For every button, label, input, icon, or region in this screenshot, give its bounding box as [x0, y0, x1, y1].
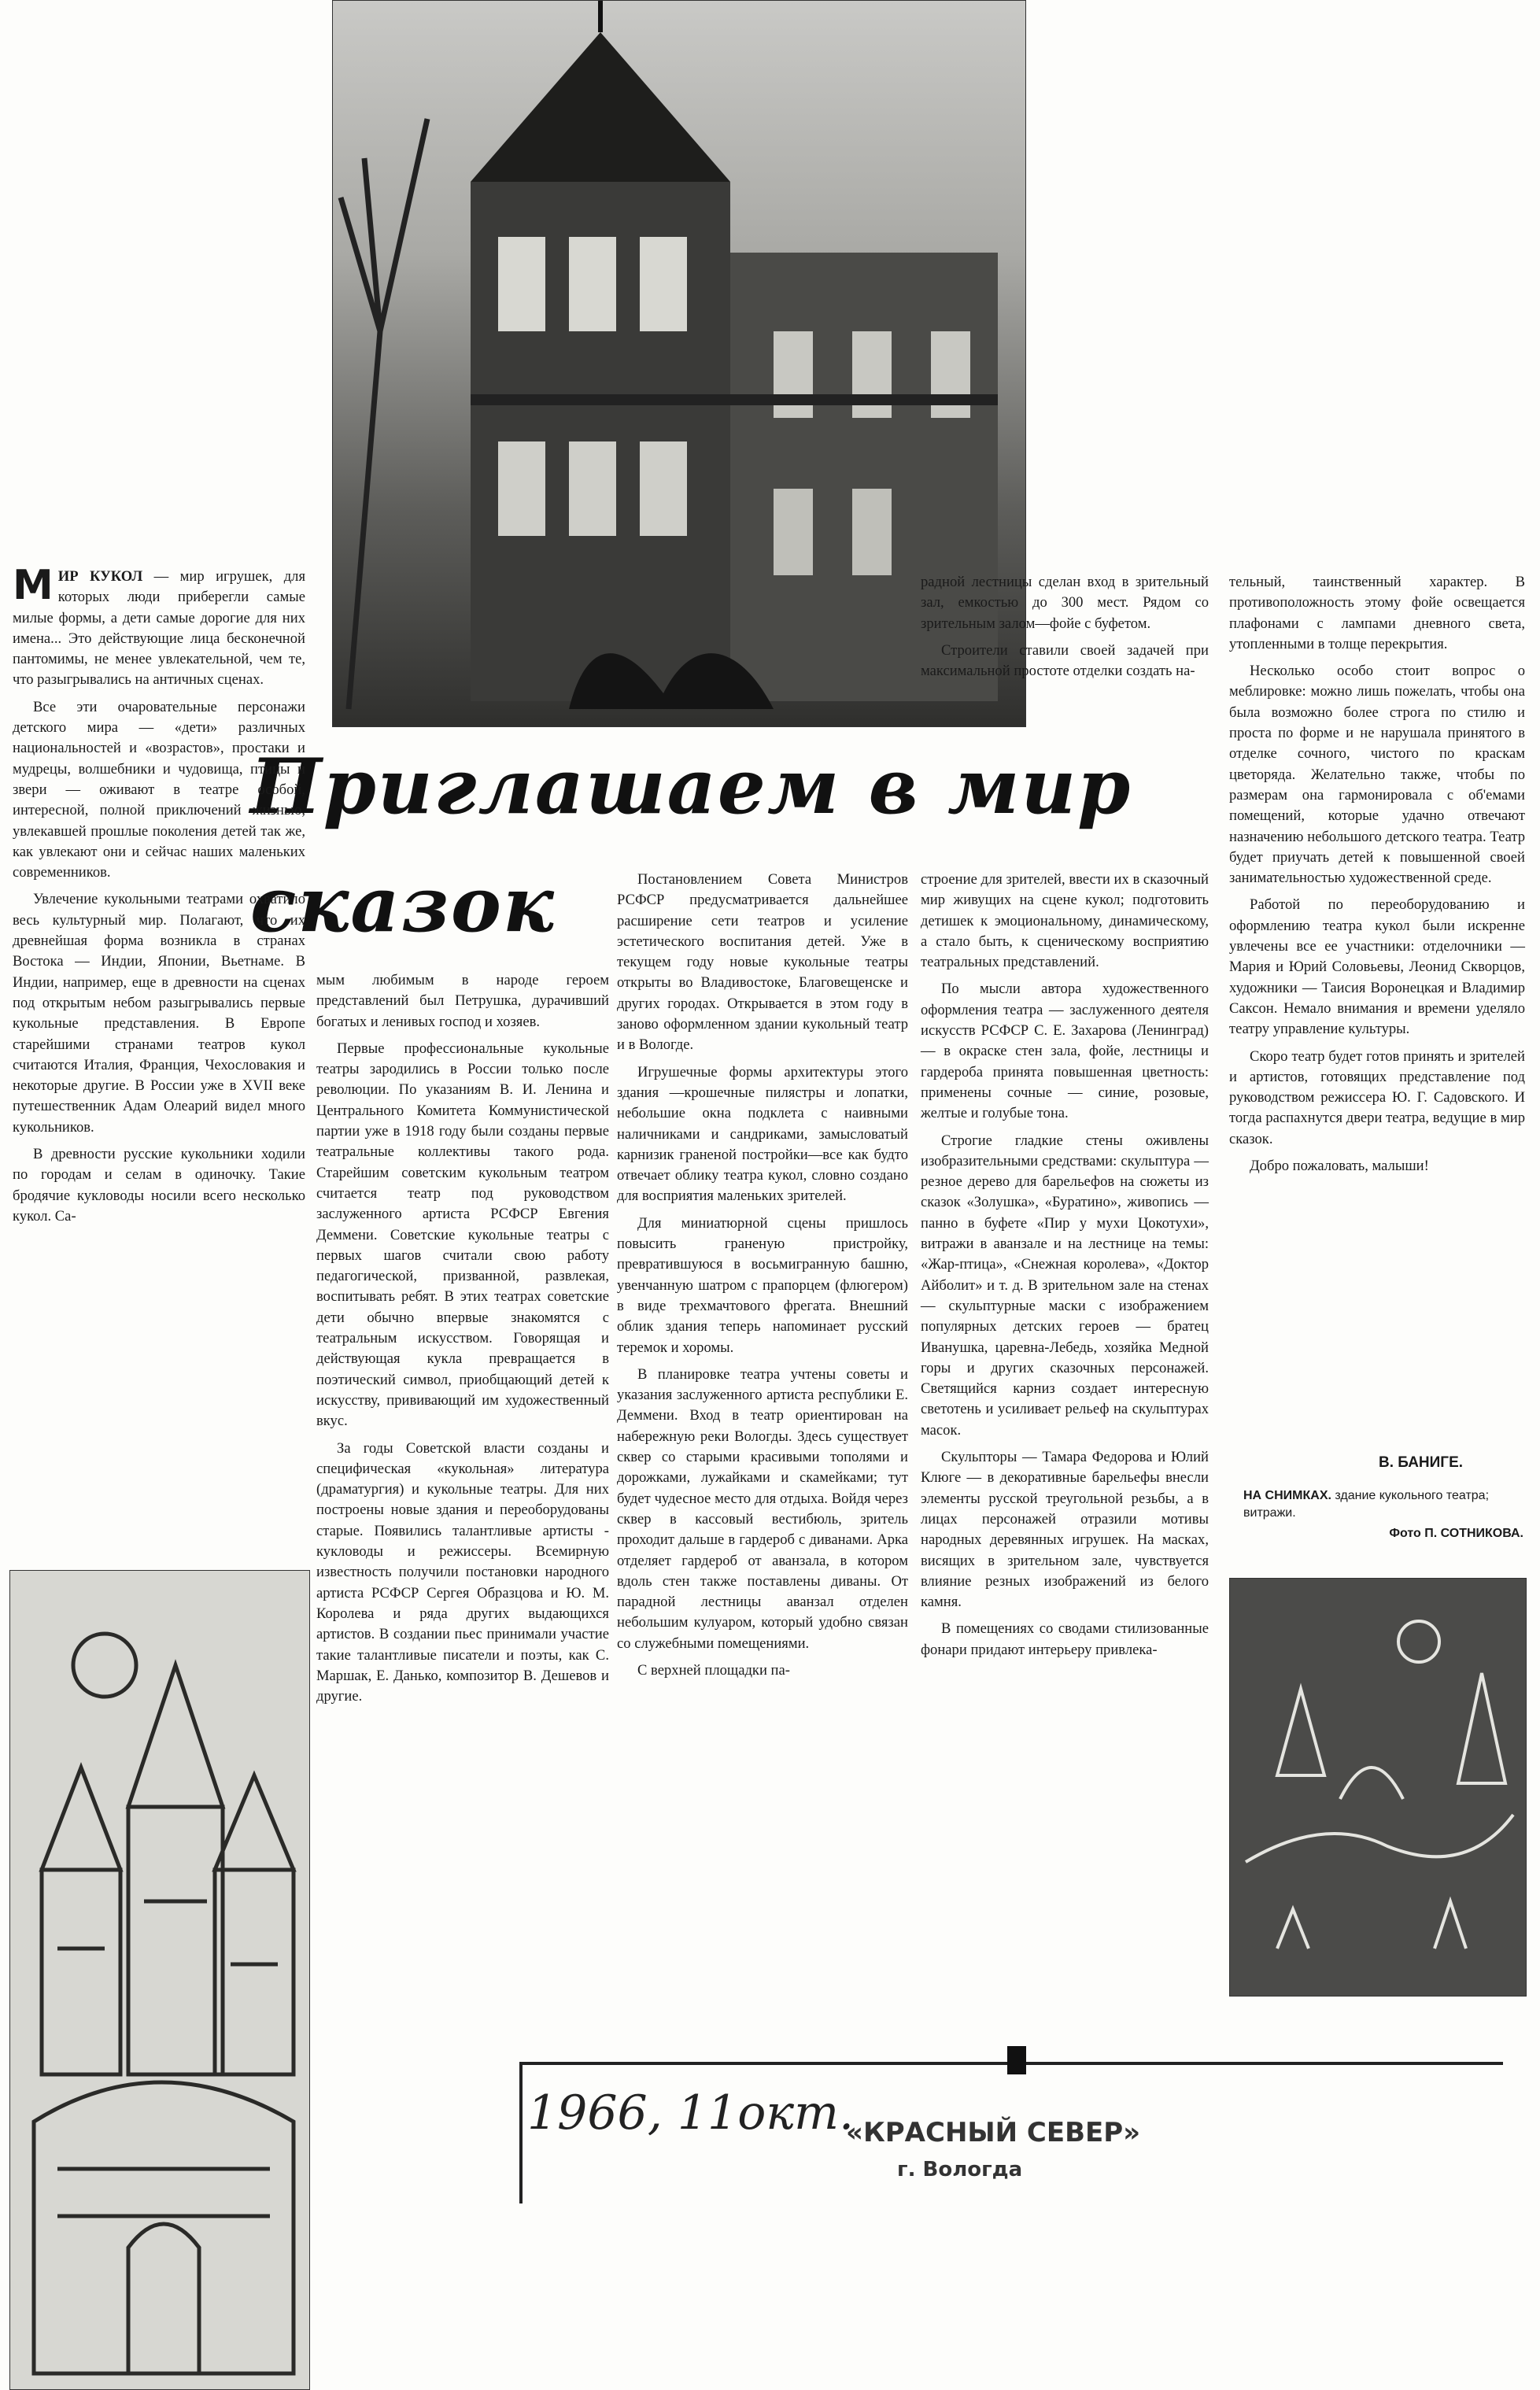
paragraph: Добро пожаловать, малыши!: [1250, 1158, 1429, 1175]
handwritten-date: 1966, 11окт.: [527, 2085, 855, 2141]
paragraph: тельный, таинственный характер. В противоположность этому фойе освещается плафонами с лампами дневного света, утопленными в толще перекрытия.: [1229, 574, 1525, 652]
article-column-3: [617, 870, 908, 1687]
paragraph: Строгие гладкие стены оживлены изобразительными средствами: скульптура —резное дерево для барельефов на сюжеты из сказок «Золушка», «Буратино», живопись — панно в буфете «Пир у мухи Цокотухи», витражи в аванзале и на лестнице на темы: «Жар-птица», «Снежная королева», «Доктор Айболит» и т. д. В зрительном зале на стенах — скульптурные маски с изображением популярных детских героев — братец Иванушка, царевна-Лебедь, хозяйка Медной горы и других сказочных персонажей. Светящийся карниз создает интересную светотень и усиливает рельеф на скульптурах масок.: [921, 1132, 1209, 1439]
paragraph: С верхней площадки па-: [637, 1661, 790, 1679]
paragraph: В помещениях со сводами стилизованные фонари придают интерьеру привлека-: [921, 1620, 1209, 1658]
end-marker: [1007, 2046, 1026, 2074]
caption-lead: НА СНИМКАХ.: [1243, 1489, 1331, 1502]
paragraph: Скульпторы — Тамара Федорова и Юлий Клюге — в декоративные барельефы внесли элементы русской треугольной резьбы, а в лицах персонажей отразили мотивы народных деревянных игрушек. На масках, висящих в зрительном зале, чувствуется влияние резных изображений из белого камня.: [921, 1449, 1209, 1611]
intro-paragraph: [13, 562, 306, 691]
photo-caption: [1243, 1487, 1523, 1542]
caption-text: здание кукольного театра; витражи.: [1243, 1489, 1490, 1520]
paragraph: радной лестницы сделан вход в зрительный зал, емкостью до 300 мест. Рядом со зрительным залом—фойе с буфетом.: [921, 574, 1209, 632]
stained-glass-winter-photo: [1229, 1578, 1527, 1997]
article-column-1: [13, 562, 306, 1233]
headline-line-2: сказок: [250, 860, 556, 949]
paragraph: строение для зрителей, ввести их в сказочный мир живущих на сцене кукол; подготовить детишек к эмоциональному, динамическому, а стало быть, к сценическому восприятию театральных представлений.: [921, 871, 1209, 971]
paragraph: Игрушечные формы архитектуры этого здания —крошечные пилястры и лопатки, небольшие окна подклета с наивными наличниками и сандриками, замысловатый карнизик граненой постройки—все как будто отвечает облику театра кукол, словно создано для восприятия маленьких зрителей.: [617, 1063, 908, 1205]
article-column-4-top: [921, 572, 1209, 688]
headline-line-1: Приглашаем в мир: [250, 742, 1132, 831]
paragraph: мым любимым в народе героем представлений был Петрушка, дурачивший богатых и ленивых господ и хозяев.: [316, 972, 609, 1030]
newspaper-stamp-city: г. Вологда: [897, 2158, 1023, 2181]
paragraph: Постановлением Совета Министров РСФСР предусматривается дальнейшее расширение сети театров и усиление эстетического воспитания детей. Уже в текущем году новые кукольные театры открыты во Владивостоке, Благовещенске и других городах. Открывается в этом году в заново оформленном здании кукольный театр и в Вологде.: [617, 871, 908, 1054]
clipping-edge-line: [519, 2062, 523, 2203]
paragraph: Для миниатюрной сцены пришлось повысить граненую пристройку, превратившуюся в восьмигранную башню, увенчанную шатром с прапорцем (флюгером) в виде трехмачтового фрегата. Внешний облик здания теперь напоминает русский теремок и хоромы.: [617, 1214, 908, 1356]
article-column-2: [316, 970, 609, 1713]
paragraph: Все эти очаровательные персонажи детского мира — «дети» различных национальностей и «возрастов», простаки и мудрецы, волшебники и чудовища, птицы и звери — оживают в театре особой, интересной, полной приключений жизнью, увлекавшей прошлые поколения детей так же, как увлекают они и сейчас наших маленьких современников.: [13, 698, 305, 881]
castle-illustration: [10, 1571, 309, 2389]
paragraph: Строители ставили своей задачей при максимальной простоте отделки создать на-: [921, 641, 1209, 680]
author-signature: В. БАНИГЕ.: [1379, 1454, 1464, 1471]
paragraph: В древности русские кукольники ходили по городам и селам в одиночку. Такие бродячие кукловоды носили всего несколько кукол. Са-: [13, 1146, 305, 1225]
article-column-4: [921, 870, 1209, 1667]
paragraph: Несколько особо стоит вопрос о меблировке: можно лишь пожелать, чтобы она была возможно более строга по стилю и проста по форме и не нарушала принятого в отделке сочного, чистого по краскам цветоряда. Желательно также, чтобы по размерам она гармонировала с об'емами помещений, которые удачно отвечают назначению небольшого детского театра. Театр будет приучать детей к повышенной своей занимательностью художественной среде.: [1229, 663, 1525, 887]
paragraph: Увлечение кукольными театрами охватило весь культурный мир. Полагают, что их древнейшая форма возникла в странах Востока — Индии, Японии, Вьетнаме. В Индии, например, еще в древности на сценах под открытым небом разыгрывались первые кукольные представления. В Европе старейшими странами театров кукол считаются Италия, Франция, Чехословакия и некоторые другие. В России уже в XVII веке путешественник Адам Олеарий видел много кукольников.: [13, 891, 305, 1136]
paragraph: За годы Советской власти созданы и специфическая «кукольная» литература (драматургия) и кукольные театры. Для них построены новые здания и переоборудованы старые. Появились талантливые артисты - кукловоды и режиссеры. Всемирную известность получили постановки народного артиста РСФСР Сергея Образцова и Ю. М. Королева и ряда других выдающихся артистов. В создании пьес принимали участие такие талантливые писатели и поэты, как С. Маршак, Е. Данько, композитор В. Дешевов и другие.: [316, 1439, 609, 1705]
photo-credit: Фото П. СОТНИКОВА.: [1389, 1527, 1523, 1540]
paragraph: По мысли автора художественного оформления театра — заслуженного деятеля искусств РСФСР С. Е. Захарова (Ленинград) — в окраске стен зала, фойе, лестницы и гардероба принята повышенная цветность: применены сочные — синие, розовые, желтые и голубые тона.: [921, 981, 1209, 1122]
paragraph: Работой по переоборудованию и оформлению театра кукол были искренне увлечены все ее участники: отделочники — Мария и Юрий Соловьевы, Леонид Скворцов, художники — Таисия Воронецкая и Владимир Саксон. Немало внимания и времени уделяло театру управление культуры.: [1229, 896, 1525, 1038]
paragraph: В планировке театра учтены советы и указания заслуженного артиста республики Е. Деммени. Вход в театр ориентирован на набережную реки Вологды. Здесь существует сквер со старыми красивыми тополями и дорожками, лужайками и скамейками; тут будет чудесное место для отдыха. Войдя через сквер в кассовый вестибюль, зритель проходит дальше в гардероб с диванами. Арка отделяет гардероб от аванзала, в котором вдоль стен также поставлены диваны. От парадной лестницы аванзал отделен небольшим кулуаром, который удобно связан со служебными помещениями.: [617, 1365, 908, 1652]
article-column-5: [1229, 572, 1525, 1183]
paragraph: Скоро театр будет готов принять и зрителей и артистов, готовящих представление под руководством режиссера Ю. Г. Садовского. И тогда распахнутся двери театра, ведущие в мир сказок.: [1229, 1047, 1525, 1147]
paragraph: Первые профессиональные кукольные театры зародились в России только после революции. По указаниям В. И. Ленина и Центрального Комитета Коммунистической партии уже в 1918 году были созданы первые театральные коллективы такого рода. Старейшим советским кукольным театром считается театр под руководством заслуженного артиста РСФСР Евгения Деммени. Советские кукольные театры с первых шагов считали свою работу педагогической, призванной, развлекая, воспитывать ребят. В этих театрах советские дети обычно впервые знакомятся с театральным искусством. Говорящая и действующая кукла превращается в поэтический символ, приобщающий детей к искусству, прививающий им художественный вкус.: [316, 1040, 609, 1430]
stained-glass-castle-photo: [9, 1570, 310, 2390]
drop-cap: М: [13, 562, 54, 609]
winter-illustration: [1230, 1579, 1526, 1996]
intro-lead: ИР КУКОЛ: [57, 568, 143, 585]
intro-text: — мир игрушек, для которых люди приберегли самые милые формы, а дети самые дорогие для них имена... Это действующие лица бесконечной пантомимы, не менее увлекательной, чем те, что разыгрывались на античных сценах.: [13, 568, 306, 689]
newspaper-stamp: «КРАСНЫЙ СЕВЕР»: [846, 2117, 1141, 2148]
